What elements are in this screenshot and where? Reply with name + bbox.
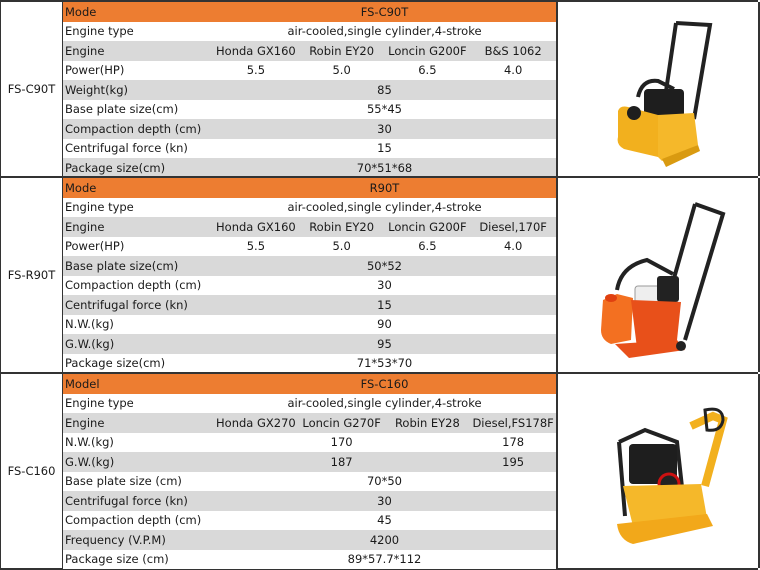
row-value: 90 — [377, 317, 392, 332]
table-row — [63, 511, 556, 531]
row-value: 45 — [377, 513, 392, 528]
model-label: FS-C160 — [0, 374, 64, 568]
table-row — [63, 491, 556, 511]
row-label: Package size (cm) — [65, 552, 169, 567]
table-row — [63, 256, 556, 276]
table-row — [63, 433, 556, 453]
spec-table — [63, 178, 556, 373]
row-value: 30 — [377, 493, 392, 508]
row-label: Centrifugal force (kn) — [65, 493, 188, 508]
row-label: Compaction depth (cm) — [65, 513, 202, 528]
cell: 6.5 — [418, 239, 437, 254]
cell-petrol: 187 — [330, 454, 353, 469]
product-image-yellow-plate-compactor — [556, 2, 760, 176]
table-row — [63, 198, 556, 218]
cell: Honda GX160 — [216, 43, 296, 58]
row-label: G.W.(kg) — [65, 454, 115, 469]
row-label: Base plate size(cm) — [65, 258, 179, 273]
model-label: FS-C90T — [0, 2, 64, 176]
row-label: Compaction depth (cm) — [65, 278, 202, 293]
row-label: Power(HP) — [65, 63, 125, 78]
table-row — [63, 158, 556, 178]
cell: 6.5 — [418, 63, 437, 78]
row-value: 15 — [377, 141, 392, 156]
cell: B&S 1062 — [484, 43, 542, 58]
table-row — [63, 315, 556, 335]
header-value: R90T — [369, 180, 400, 195]
cell: 4.0 — [503, 63, 523, 78]
cell: Robin EY28 — [394, 415, 460, 430]
row-label: Engine type — [65, 200, 134, 215]
cell: 5.5 — [246, 63, 266, 78]
cell: 5.5 — [246, 239, 266, 254]
cell: Loncin G200F — [388, 43, 467, 58]
cell: Loncin G270F — [302, 415, 381, 430]
cell: Honda GX160 — [216, 219, 296, 234]
row-value: air-cooled,single cylinder,4-stroke — [287, 200, 482, 215]
cell-petrol: 170 — [330, 435, 353, 450]
cell: Robin EY20 — [309, 219, 375, 234]
table-row — [63, 139, 556, 159]
row-label: N.W.(kg) — [65, 317, 114, 332]
row-label: Engine — [65, 415, 105, 430]
table-row — [63, 119, 556, 139]
header-value: FS-C160 — [360, 376, 409, 391]
spec-table — [63, 2, 556, 178]
row-label: Package size(cm) — [65, 160, 166, 175]
plate-compactor-icon — [578, 9, 738, 169]
table-row — [63, 530, 556, 550]
table-row — [63, 550, 556, 570]
cell: 5.0 — [332, 63, 351, 78]
row-label: Centrifugal force (kn) — [65, 141, 188, 156]
table-header-row — [63, 2, 556, 22]
row-label: Engine — [65, 219, 105, 234]
table-row — [63, 80, 556, 100]
row-label: Frequency (V.P.M) — [65, 532, 166, 547]
section-fs-r90t — [0, 176, 758, 372]
row-value: air-cooled,single cylinder,4-stroke — [287, 24, 482, 39]
row-label: Weight(kg) — [65, 82, 128, 97]
cell-diesel: 195 — [502, 454, 525, 469]
table-row — [63, 276, 556, 296]
section-fs-c90t — [0, 0, 758, 176]
cell: Diesel,FS178F — [472, 415, 554, 430]
cell: Robin EY20 — [309, 43, 375, 58]
row-label: Base plate size (cm) — [65, 474, 182, 489]
table-row — [63, 354, 556, 374]
row-label: Engine type — [65, 24, 134, 39]
row-value: 71*53*70 — [356, 356, 413, 371]
table-row — [63, 295, 556, 315]
plate-compactor-icon — [573, 190, 743, 360]
row-value: 55*45 — [366, 102, 403, 117]
table-row — [63, 237, 556, 257]
cell: Honda GX270 — [216, 415, 296, 430]
cell: 4.0 — [503, 239, 523, 254]
table-row — [63, 413, 556, 433]
row-label: G.W.(kg) — [65, 336, 115, 351]
row-value: 30 — [377, 278, 392, 293]
row-value: 70*51*68 — [356, 160, 413, 175]
row-label: Compaction depth (cm) — [65, 121, 202, 136]
row-value: 50*52 — [366, 258, 403, 273]
spec-table — [63, 374, 556, 569]
row-label: Engine — [65, 43, 105, 58]
table-row — [63, 472, 556, 492]
table-row — [63, 394, 556, 414]
cell: Diesel,170F — [479, 219, 547, 234]
table-row — [63, 334, 556, 354]
row-value: 89*57.7*112 — [347, 552, 422, 567]
row-label: Centrifugal force (kn) — [65, 297, 188, 312]
table-row — [63, 217, 556, 237]
row-value: 4200 — [369, 532, 400, 547]
product-image-orange-plate-compactor — [556, 178, 760, 372]
row-value: 85 — [377, 82, 392, 97]
table-header-row — [63, 374, 556, 394]
header-label: Model — [65, 376, 100, 391]
table-row — [63, 22, 556, 42]
table-row — [63, 41, 556, 61]
cell: Loncin G200F — [388, 219, 467, 234]
row-label: N.W.(kg) — [65, 435, 114, 450]
header-label: Mode — [65, 180, 97, 195]
model-label: FS-R90T — [0, 178, 64, 372]
cell-diesel: 178 — [502, 435, 525, 450]
section-fs-c160 — [0, 372, 758, 570]
table-row — [63, 100, 556, 120]
row-value: 15 — [377, 297, 392, 312]
row-value: 30 — [377, 121, 392, 136]
header-label: Mode — [65, 4, 97, 19]
row-value: air-cooled,single cylinder,4-stroke — [287, 396, 482, 411]
header-value: FS-C90T — [360, 4, 409, 19]
row-value: 70*50 — [366, 474, 403, 489]
row-value: 95 — [377, 336, 392, 351]
row-label: Package size(cm) — [65, 356, 166, 371]
row-label: Power(HP) — [65, 239, 125, 254]
reversible-compactor-icon — [573, 386, 743, 556]
table-row — [63, 452, 556, 472]
product-image-reversible-plate-compactor — [556, 374, 760, 568]
cell: 5.0 — [332, 239, 351, 254]
table-header-row — [63, 178, 556, 198]
table-row — [63, 61, 556, 81]
row-label: Base plate size(cm) — [65, 102, 179, 117]
row-label: Engine type — [65, 396, 134, 411]
